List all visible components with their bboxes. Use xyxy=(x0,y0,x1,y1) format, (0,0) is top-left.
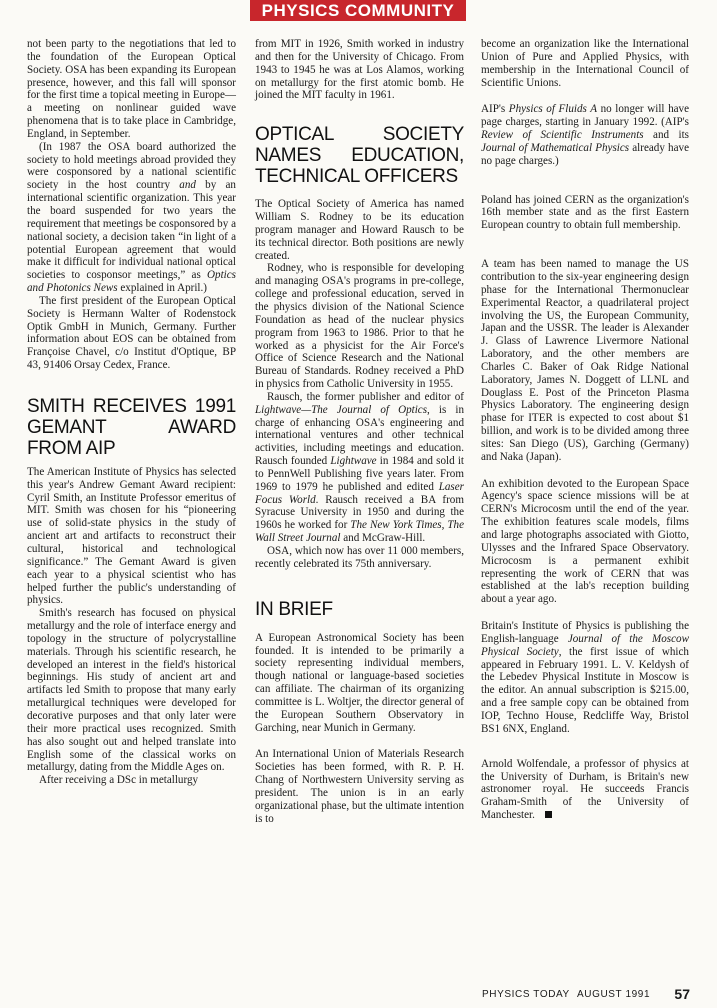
brief-item: become an organization like the International Union of Pure and Applied Physics, with membership in the International Council of Scientific Unions. xyxy=(481,38,689,89)
brief-item: A team has been named to manage the US contribution to the six-year engineering design phase for the International Thermonuclear Experimental Reactor, a quadrilateral project involving the US, the European Community, Japan and the USSR. The leader is Alexander J. Glass of Lawrence Livermore National Laboratory, and the other members are Charles C. Baker of Oak Ridge National Laboratory, James N. Doggett of LLNL and Douglass E. Post of the Princeton Plasma Physics Laboratory. The engineering design phase for ITER is expected to cost about $1 billion, and work is to be divided among three sites: San Diego (US), Garching (Germany) and Naka (Japan). xyxy=(481,258,689,463)
brief-item: Arnold Wolfendale, a professor of physics at the University of Durham, is Britain's new astronomer royal. He succeeds Francis Graham-Smith of the University of Manchester. xyxy=(481,757,689,822)
paragraph: Rausch, the former publisher and editor of Lightwave—The Journal of Optics, is in charge of enhancing OSA's engineering and international ventures and other technical activities, including meetings and education. Rausch founded Lightwave in 1984 and sold it to PennWell Publishing five years later. From 1969 to 1979 he published and edited Laser Focus World. Rausch received a BA from Syracuse University in 1950 and during the 1960s he worked for The New York Times, The Wall Street Journal and McGraw-Hill. xyxy=(255,390,465,545)
paragraph: After receiving a DSc in metallurgy xyxy=(39,774,199,787)
brief-item: Poland has joined CERN as the organization's 16th member state and as the first Eastern European country to obtain full membership. xyxy=(481,193,689,232)
paragraph: Smith's research has focused on physical metallurgy and the role of interface energy and topology in the structure of polycrystalline materials. Through his scientific research, he developed an interest in the field's historical beginnings. His study of ancient art and artifacts led Smith to propose that many early metallurgical techniques were developed for decorative purposes and that only later were their more practical uses recognized. Smith has also sought out and helped translate into English some of the classical works on metallurgy, dating from the Middle Ages on. xyxy=(27,607,236,774)
section-banner: PHYSICS COMMUNITY xyxy=(250,0,466,21)
paragraph: from MIT in 1926, Smith worked in industry and then for the University of Chicago. From 1943 to 1945 he was at Los Alamos, working on metallurgy for the first atomic bomb. He joined the MIT faculty in 1961. xyxy=(255,38,464,102)
brief-item: AIP's Physics of Fluids A no longer will have page charges, starting in January 1992. (AIP's Review of Scientific Instruments and its Journal of Mathematical Physics already have no page charges.) xyxy=(481,103,690,167)
column-3 xyxy=(481,38,689,822)
headline: SMITH RECEIVES 1991 GEMANT AWARD FROM AIP xyxy=(27,395,236,459)
paragraph: The first president of the European Optical Society is Hermann Walter of Rodenstock Optik GmbH in Munich, Germany. Further information about EOS can be obtained from Françoise Chavel, c/o Institut d'Optique, BP 43, 91406 Orsay Cedex, France. xyxy=(27,294,236,372)
headline: OPTICAL SOCIETY NAMES EDUCATION, TECHNICAL OFFICERS xyxy=(255,124,464,188)
paragraph: Rodney, who is responsible for developing and managing OSA's programs in pre-college, college and professional education, served in the physics division of the National Science Foundation as head of the nuclear physics program from 1963 to 1986. Prior to that he worked as a physicist for the Air Force's Office of Science Research and the National Bureau of Standards. Rodney received a PhD in physics from Catholic University in 1955. xyxy=(255,262,464,391)
column-2 xyxy=(255,38,464,826)
publication-name: PHYSICS TODAY xyxy=(482,989,570,1000)
page-footer xyxy=(482,986,690,1002)
issue-date: AUGUST 1991 xyxy=(577,989,651,1000)
paragraph: OSA, which now has over 11 000 members, recently celebrated its 75th anniversary. xyxy=(255,545,464,570)
brief-item: An exhibition devoted to the European Space Agency's space science missions will be at CERN's Microcosm until the end of the year. The exhibition features scale models, films and large photographs associated with Giotto, Ulysses and the Infrared Space Observatory. Microcosm is a permanent exhibit representing the work of CERN that was established at the lab's reception building about a year ago. xyxy=(481,477,689,606)
brief-item: Britain's Institute of Physics is publishing the English-language Journal of the Moscow Physical Society, the first issue of which appeared in February 1991. L. V. Keldysh of the Lebedev Physical Institute in Moscow is the editor. An annual subscription is $215.00, and a free sample copy can be obtained from IOP, Techno House, Redcliffe Way, Bristol BS1 6NX, England. xyxy=(481,620,689,735)
headline: IN BRIEF xyxy=(255,598,333,620)
brief-item: A European Astronomical Society has been founded. It is intended to be primarily a society representing individual members, though national or language-based societies can affiliate. The chairman of its organizing committee is L. Woltjer, the director general of the European Southern Observatory in Garching, near Munich in Germany. xyxy=(255,631,464,734)
article-continuation: not been party to the negotiations that led to the foundation of the European Optical Society. OSA has been expanding its European presence, however, and this fall will sponsor for the first time a topical meeting in Europe—a meeting on nonlinear guided wave phenomena that is to take place in Cambridge, England, in September. xyxy=(27,38,236,140)
column-1 xyxy=(27,38,236,787)
end-mark-icon xyxy=(545,811,552,818)
paragraph: The American Institute of Physics has selected this year's Andrew Gemant Award recipient: Cyril Smith, an Institute Professor emeritus of MIT. Smith was chosen for his “pioneering use of solid-state physics in the study of ancient art and artifacts to reconstruct their cultural, historical and technological significance.” The Gemant Award is given each year to a physical scientist who has helped further the public's understanding of physics. xyxy=(27,465,236,607)
paragraph: The Optical Society of America has named William S. Rodney to be its education program manager and Howard Rausch to be its technical director. Both positions are newly created. xyxy=(255,198,464,262)
paragraph: (In 1987 the OSA board authorized the society to hold meetings abroad provided they were cosponsored by a national scientific society in the host country and by an international scientific organization. This year the board suspended for two years the requirement that meetings be cosponsored by a national society, a decision taken “in light of a potential European agreement that would make it difficult for individual national optical societies to cosponsor meetings,” as Optics and Photonics News explained in April.) xyxy=(27,140,236,295)
page-number: 57 xyxy=(674,986,690,1002)
brief-item: An International Union of Materials Research Societies has been formed, with R. P. H. Chang of Northwestern University serving as president. The union is in an early organizational phase, but the ultimate intention is to xyxy=(255,748,464,825)
